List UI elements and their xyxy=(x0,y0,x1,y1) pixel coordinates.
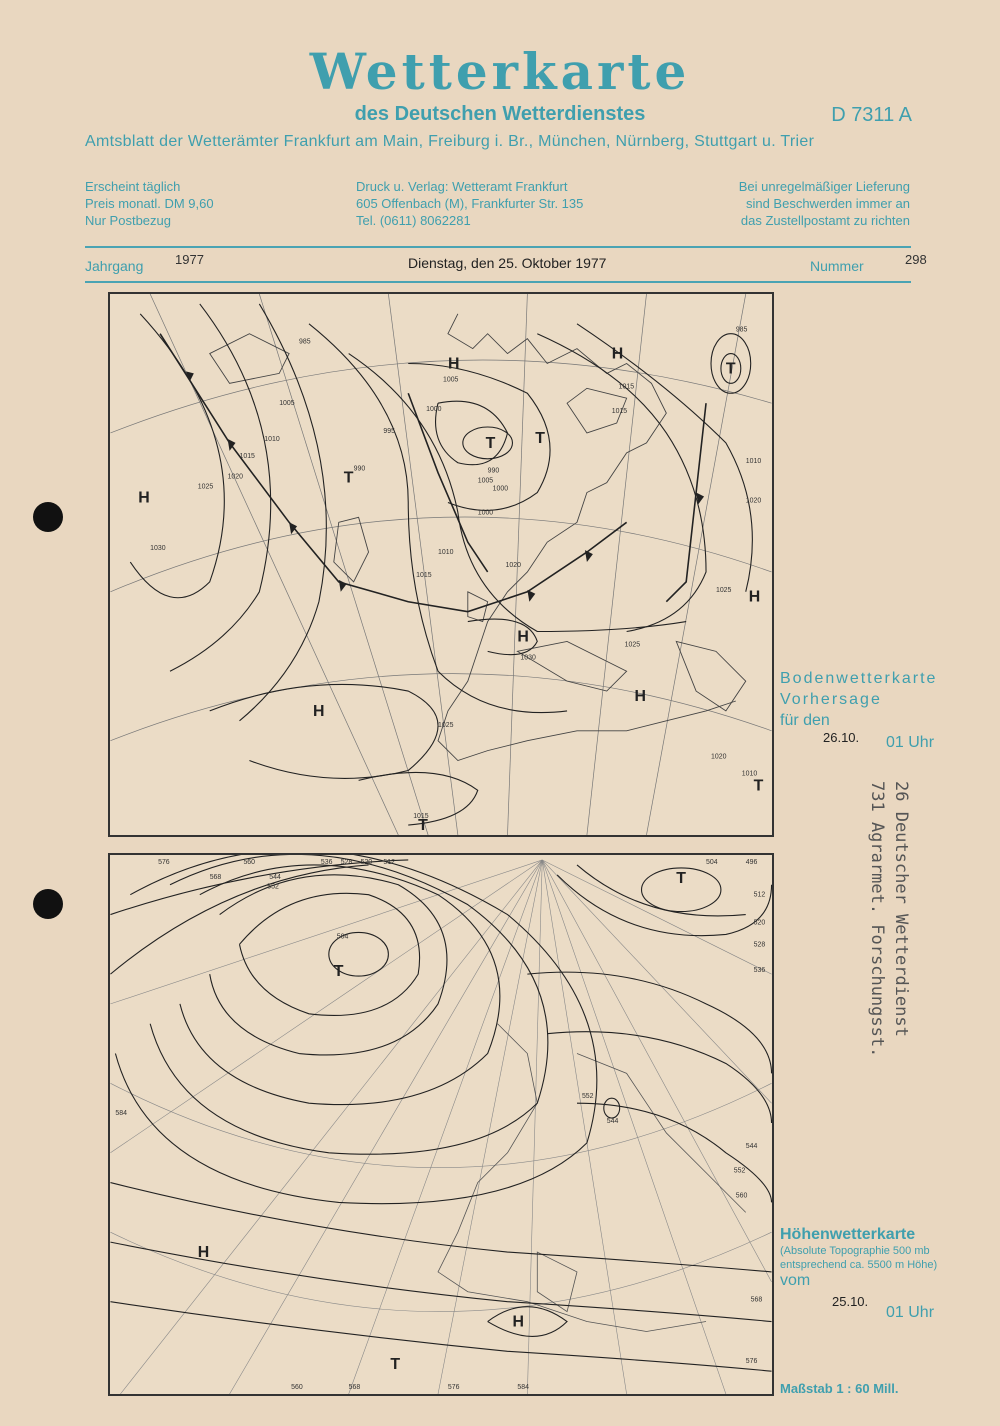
pressure-label: H xyxy=(138,489,150,507)
caption-line: Bodenwetterkarte xyxy=(780,670,938,687)
info-line: Druck u. Verlag: Wetteramt Frankfurt xyxy=(356,179,568,194)
isobar-value: 1025 xyxy=(197,483,214,491)
isohypse-value: 520 xyxy=(360,858,373,866)
info-line: Tel. (0611) 8062281 xyxy=(356,213,471,228)
forecast-time: 01 Uhr xyxy=(886,734,935,751)
isobar-value: 985 xyxy=(735,326,748,334)
isohypse-value: 512 xyxy=(383,858,396,866)
isobar-value: 1025 xyxy=(438,721,454,729)
caption-subtitle-line: (Absolute Topographie 500 mb xyxy=(780,1245,930,1257)
info-line: sind Beschwerden immer an xyxy=(745,196,910,211)
subtitle: des Deutschen Wetterdienstes xyxy=(354,103,646,125)
isobar-value: 1010 xyxy=(264,435,280,443)
caption-line: Vorhersage xyxy=(780,691,882,708)
height-label: H xyxy=(197,1244,210,1262)
isohypse-value: 560 xyxy=(735,1192,748,1200)
height-label: T xyxy=(333,963,344,981)
caption-subtitle xyxy=(780,1244,937,1272)
isobar-value: 1010 xyxy=(438,549,454,557)
stamp-line: 731 Agrarmet. Forschungsst. xyxy=(867,781,887,1058)
info-line: Preis monatl. DM 9,60 xyxy=(85,196,214,211)
divider xyxy=(85,246,911,248)
publisher-info xyxy=(356,178,583,229)
upper-air-map xyxy=(108,853,774,1396)
isobar-value: 1005 xyxy=(279,400,295,408)
punch-hole xyxy=(33,502,63,532)
pressure-label: T xyxy=(343,469,354,487)
info-line: 605 Offenbach (M), Frankfurter Str. 135 xyxy=(356,196,584,211)
doc-number: D 7311 A xyxy=(831,104,912,126)
nummer-value: 298 xyxy=(905,252,927,267)
isobar-value: 1015 xyxy=(611,408,628,416)
isobar-value: 1005 xyxy=(477,477,494,485)
pressure-label: H xyxy=(748,588,761,606)
caption-vom: vom xyxy=(780,1272,811,1289)
library-stamp xyxy=(838,776,928,1116)
isohypse-value: 576 xyxy=(158,858,170,866)
isohypse-value: 536 xyxy=(320,858,333,866)
info-line: Bei unregelmäßiger Lieferung xyxy=(738,179,910,194)
isohypse-value: 544 xyxy=(745,1142,758,1150)
isobar-value: 1025 xyxy=(624,641,641,649)
divider xyxy=(85,281,911,283)
isohypse-value: 568 xyxy=(209,873,222,881)
pressure-label: T xyxy=(725,360,736,378)
pressure-label: H xyxy=(634,687,647,705)
map-scale: Maßstab 1 : 60 Mill. xyxy=(780,1381,899,1396)
jahrgang-value: 1977 xyxy=(175,252,204,267)
info-line: Nur Postbezug xyxy=(85,213,171,228)
isohypse-value: 552 xyxy=(267,883,279,891)
isobar-value: 1005 xyxy=(442,376,459,384)
forecast-date: 26.10. xyxy=(823,730,860,745)
height-label: T xyxy=(390,1356,401,1374)
isohypse-value: 552 xyxy=(733,1167,746,1175)
isohypse-value: 544 xyxy=(269,873,281,881)
isobar-value: 1030 xyxy=(520,654,536,662)
delivery-info xyxy=(716,178,910,229)
upper-map-caption xyxy=(780,1226,937,1290)
info-line: Erscheint täglich xyxy=(85,179,181,194)
isobar-value: 1025 xyxy=(715,586,732,594)
surface-weather-map xyxy=(108,292,774,837)
pressure-label: T xyxy=(485,434,496,452)
jahrgang-label: Jahrgang xyxy=(85,258,144,274)
issue-date: Dienstag, den 25. Oktober 1977 xyxy=(408,255,607,271)
punch-hole xyxy=(33,889,63,919)
surface-map-caption xyxy=(780,668,937,731)
isobar-value: 1020 xyxy=(227,473,244,481)
pressure-label: H xyxy=(517,628,529,646)
pressure-label: H xyxy=(447,355,460,373)
caption-title: Höhenwetterkarte xyxy=(780,1226,916,1243)
isobar-value: 1000 xyxy=(426,406,442,414)
isobar-value: 1010 xyxy=(745,457,762,465)
isohypse-value: 560 xyxy=(243,858,256,866)
isohypse-value: 504 xyxy=(336,933,349,941)
isohypse-value: 568 xyxy=(750,1296,763,1304)
stamp-line: 26 Deutscher Wetterdienst xyxy=(891,781,911,1037)
amtsblatt-line: Amtsblatt der Wetterämter Frankfurt am Main, Freiburg i. Br., München, Nürnberg, Stuttgart u. Trier xyxy=(85,133,815,150)
info-line: das Zustellpostamt zu richten xyxy=(740,213,910,228)
caption-line: für den xyxy=(780,712,830,729)
isobar-value: 1015 xyxy=(618,383,635,391)
isohypse-value: 528 xyxy=(753,941,766,949)
isohypse-value: 528 xyxy=(340,858,353,866)
isobar-value: 1015 xyxy=(413,813,429,821)
isohypse-value: 568 xyxy=(348,1384,361,1392)
isohypse-value: 536 xyxy=(753,967,766,975)
upper-map-drawing xyxy=(110,855,772,1394)
pressure-label: H xyxy=(611,345,624,363)
isobar-value: 1015 xyxy=(239,452,255,460)
isobar-value: 1020 xyxy=(711,753,727,761)
isohypse-value: 576 xyxy=(447,1384,460,1392)
isobar-value: 1010 xyxy=(741,770,758,778)
isobar-value: 1000 xyxy=(477,509,494,517)
isobar-value: 1030 xyxy=(150,545,166,553)
analysis-time: 01 Uhr xyxy=(886,1304,935,1321)
isohypse-value: 552 xyxy=(581,1093,594,1101)
page-title: Wetterkarte xyxy=(309,42,691,101)
isobar-value: 1015 xyxy=(416,571,432,579)
caption-subtitle-line: entsprechend ca. 5500 m Höhe) xyxy=(780,1259,938,1271)
isohypse-value: 584 xyxy=(115,1110,127,1118)
pressure-label: T xyxy=(418,817,428,835)
nummer-label: Nummer xyxy=(810,258,864,274)
isobar-value: 1020 xyxy=(505,561,521,569)
pressure-label: T xyxy=(753,777,764,795)
pressure-label: T xyxy=(535,429,546,447)
isobar-value: 995 xyxy=(383,427,396,435)
pressure-label: H xyxy=(312,702,325,720)
isobar-value: 990 xyxy=(353,465,366,473)
surface-map-drawing xyxy=(110,294,772,835)
publication-info xyxy=(85,178,214,229)
isohypse-value: 512 xyxy=(753,891,766,899)
isobar-value: 990 xyxy=(487,467,500,475)
isohypse-value: 520 xyxy=(753,919,766,927)
height-label: T xyxy=(676,869,686,887)
isohypse-value: 584 xyxy=(517,1384,530,1392)
isobar-value: 1000 xyxy=(492,485,509,493)
isohypse-value: 544 xyxy=(606,1118,619,1126)
isobar-value: 985 xyxy=(299,338,311,346)
isohypse-value: 576 xyxy=(745,1358,758,1366)
isohypse-value: 496 xyxy=(745,858,758,866)
height-label: H xyxy=(512,1313,524,1331)
isohypse-value: 504 xyxy=(706,858,718,866)
isobar-value: 1020 xyxy=(745,497,762,505)
analysis-date: 25.10. xyxy=(832,1294,869,1309)
isohypse-value: 560 xyxy=(291,1384,303,1392)
